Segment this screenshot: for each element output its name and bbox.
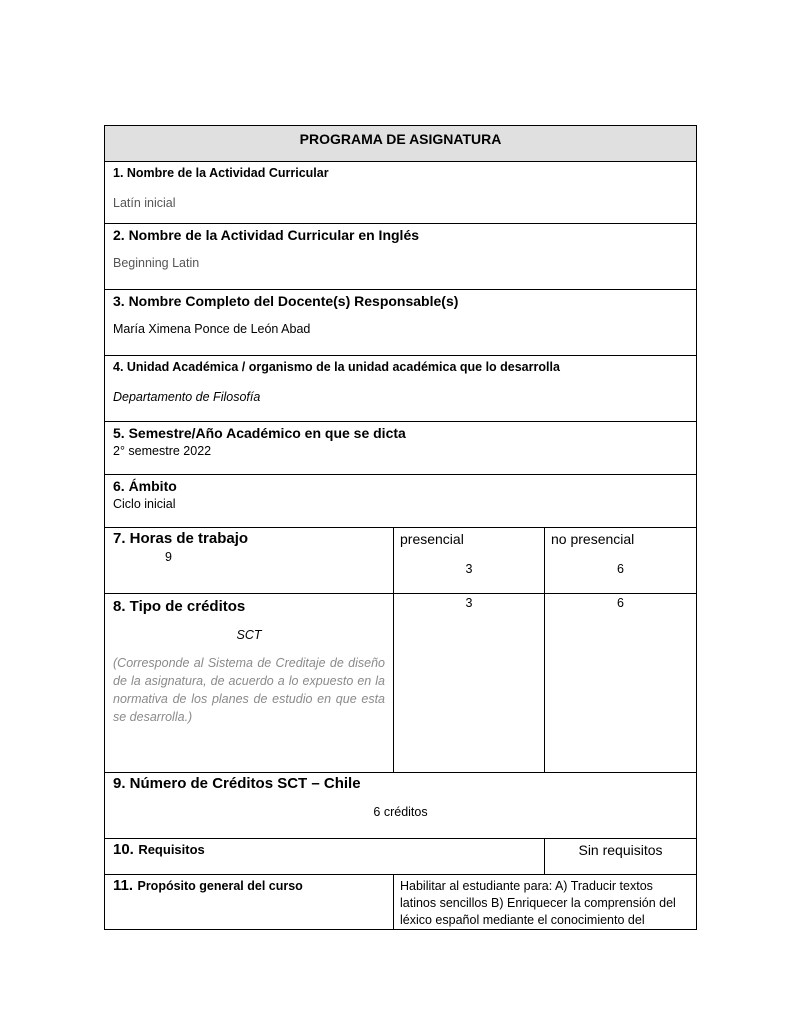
section-1-value: Latín inicial (113, 196, 176, 210)
section-7-label-cell (105, 528, 394, 594)
no-presencial-label: no presencial (551, 531, 635, 547)
header-row (105, 126, 697, 162)
presencial-credits: 3 (465, 596, 473, 610)
no-presencial-credits: 6 (617, 596, 624, 610)
section-5-value: 2° semestre 2022 (113, 444, 212, 458)
section-4-row (105, 356, 697, 422)
section-5-label: 5. Semestre/Año Académico en que se dicta (113, 425, 406, 441)
section-9-label: 9. Número de Créditos SCT – Chile (113, 775, 361, 792)
table-title: PROGRAMA DE ASIGNATURA (105, 126, 697, 162)
section-10-label-cell (105, 839, 545, 875)
section-2-label: 2. Nombre de la Actividad Curricular en Inglés (113, 227, 420, 243)
section-7-presencial-cell (394, 528, 545, 594)
section-8-presencial-cell (394, 594, 545, 773)
presencial-hours: 3 (465, 562, 473, 576)
section-3-row (105, 290, 697, 356)
section-7-row (105, 528, 697, 594)
presencial-label: presencial (400, 531, 464, 547)
section-11-value: Habilitar al estudiante para: A) Traducir textos latinos sencillos B) Enriquecer la comprensión del léxico español mediante el conocimiento del (394, 875, 697, 930)
section-10-label: Requisitos (138, 842, 205, 857)
section-11-label: Propósito general del curso (137, 879, 303, 893)
section-9-value: 6 créditos (373, 805, 428, 819)
section-3-value: María Ximena Ponce de León Abad (113, 322, 311, 336)
section-5-row (105, 422, 697, 475)
section-7-no-presencial-cell (545, 528, 697, 594)
section-2-row (105, 224, 697, 290)
section-7-total: 9 (165, 550, 172, 564)
section-6-value: Ciclo inicial (113, 497, 176, 511)
section-6 (105, 475, 697, 528)
section-4 (105, 356, 697, 422)
section-11-label-cell (105, 875, 394, 930)
section-6-row (105, 475, 697, 528)
section-4-value: Departamento de Filosofía (113, 390, 261, 404)
section-8-label-cell (105, 594, 394, 773)
section-3 (105, 290, 697, 356)
section-8-no-presencial-cell (545, 594, 697, 773)
section-1-row (105, 162, 697, 224)
section-5 (105, 422, 697, 475)
section-9-row (105, 773, 697, 839)
credit-type: SCT (236, 628, 262, 642)
section-8-label: 8. Tipo de créditos (113, 598, 246, 615)
section-1 (105, 162, 697, 224)
section-9 (105, 773, 697, 839)
section-6-label: 6. Ámbito (113, 478, 177, 494)
section-11-row (105, 875, 697, 930)
section-3-label: 3. Nombre Completo del Docente(s) Responsable(s) (113, 293, 459, 309)
section-8-row (105, 594, 697, 773)
section-11-number: 11. (113, 877, 134, 894)
section-2 (105, 224, 697, 290)
no-presencial-hours: 6 (617, 562, 624, 576)
section-7-label: 7. Horas de trabajo (113, 530, 249, 547)
section-10-number: 10. (113, 841, 134, 858)
section-1-label: 1. Nombre de la Actividad Curricular (113, 166, 329, 180)
section-10-row (105, 839, 697, 875)
section-4-label: 4. Unidad Académica / organismo de la unidad académica que lo desarrolla (113, 360, 560, 374)
section-10-value: Sin requisitos (545, 839, 697, 875)
credit-type-note: (Corresponde al Sistema de Creditaje de diseño de la asignatura, de acuerdo a lo expuesto en la normativa de los planes de estudio en que esta se desarrolla.) (113, 656, 385, 724)
program-table (104, 125, 697, 930)
section-2-value: Beginning Latin (113, 256, 200, 270)
